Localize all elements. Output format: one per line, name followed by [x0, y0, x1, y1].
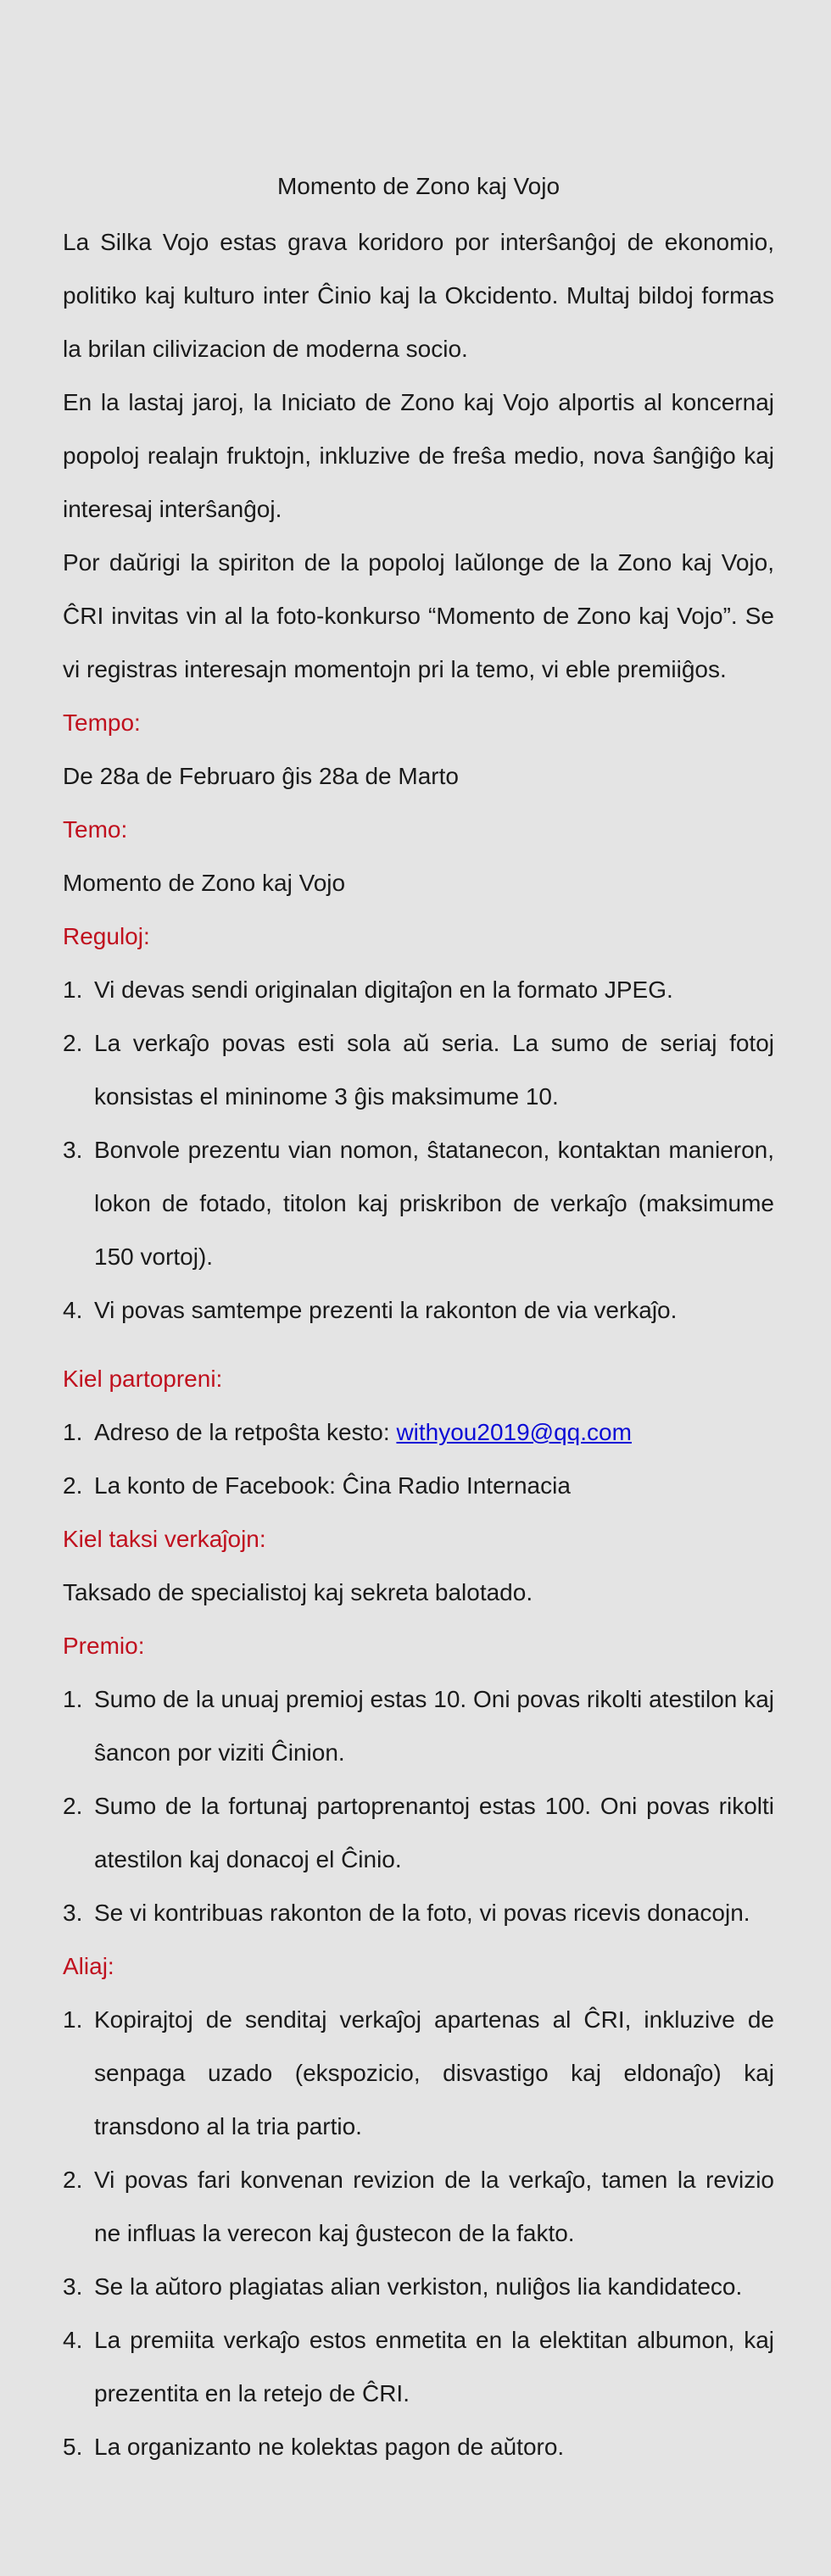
list-item	[63, 1672, 774, 1779]
list-item-number: 3.	[63, 2273, 83, 2300]
list-item-number: 1.	[63, 976, 83, 1003]
list-item-text: Kopirajtoj de senditaj verkaĵoj apartenas al ĈRI, inkluzive de senpaga uzado (ekspozicio, disvastigo kaj eldonaĵo) kaj transdono al la tria partio.	[94, 2006, 774, 2139]
list-item-text: La premiita verkaĵo estos enmetita en la elektitan albumon, kaj prezentita en la retejo de ĈRI.	[94, 2327, 774, 2406]
list-item	[63, 2260, 774, 2313]
list-item	[63, 963, 774, 1016]
aliaj-heading: Aliaj:	[63, 1953, 114, 1979]
list-item-text	[94, 1405, 774, 1459]
list-item-text: Sumo de la fortunaj partoprenantoj estas 100. Oni povas rikolti atestilon kaj donacoj el Ĉinio.	[94, 1793, 774, 1872]
list-item-number: 5.	[63, 2434, 83, 2460]
temo-heading: Temo:	[63, 816, 128, 843]
list-item-number: 3.	[63, 1137, 83, 1163]
list-item	[63, 2313, 774, 2420]
premio-list	[63, 1672, 774, 1939]
tempo-text: De 28a de Februaro ĝis 28a de Marto	[63, 763, 459, 789]
email-label: Adreso de la retpoŝta kesto:	[94, 1419, 397, 1445]
list-item-number: 3.	[63, 1900, 83, 1926]
taksi-text: Taksado de specialistoj kaj sekreta balotado.	[63, 1579, 533, 1605]
list-item-number: 1.	[63, 2006, 83, 2033]
list-item	[63, 1016, 774, 1123]
list-item	[63, 1459, 774, 1512]
reguloj-heading: Reguloj:	[63, 923, 150, 949]
list-item	[63, 1283, 774, 1337]
list-item-text: Vi povas samtempe prezenti la rakonton de via verkaĵo.	[94, 1297, 678, 1323]
list-item-number: 2.	[63, 1472, 83, 1499]
intro-paragraph-1: La Silka Vojo estas grava koridoro por interŝanĝoj de ekonomio, politiko kaj kulturo inter Ĉinio kaj la Okcidento. Multaj bildoj formas la brilan cilivizacion de moderna socio.	[63, 229, 774, 362]
page-title: Momento de Zono kaj Vojo	[276, 173, 561, 199]
partopreni-list	[63, 1405, 774, 1512]
tempo-heading: Tempo:	[63, 709, 141, 736]
intro-paragraph-3: Por daŭrigi la spiriton de la popoloj laŭlonge de la Zono kaj Vojo, ĈRI invitas vin al la foto-konkurso “Momento de Zono kaj Vojo”. Se vi registras interesajn momentojn pri la temo, vi eble premiiĝos.	[63, 549, 774, 682]
list-item	[63, 1779, 774, 1886]
list-item	[63, 1405, 774, 1459]
taksi-heading: Kiel taksi verkaĵojn:	[63, 1526, 266, 1552]
list-item-text: Sumo de la unuaj premioj estas 10. Oni povas rikolti atestilon kaj ŝancon por viziti Ĉinion.	[94, 1686, 774, 1766]
list-item-text: La organizanto ne kolektas pagon de aŭtoro.	[94, 2434, 565, 2460]
list-item	[63, 1993, 774, 2153]
intro-paragraph-2: En la lastaj jaroj, la Iniciato de Zono kaj Vojo alportis al koncernaj popoloj realajn fruktojn, inkluzive de freŝa medio, nova ŝanĝiĝo kaj interesaj interŝanĝoj.	[63, 389, 774, 522]
email-link[interactable]: withyou2019@qq.com	[396, 1419, 632, 1445]
list-item-number: 4.	[63, 2327, 83, 2353]
list-item-number: 2.	[63, 1030, 83, 1056]
aliaj-list	[63, 1993, 774, 2473]
list-item-text: Bonvole prezentu vian nomon, ŝtatanecon, kontaktan manieron, lokon de fotado, titolon kaj priskribon de verkaĵo (maksimume 150 vortoj).	[94, 1137, 774, 1270]
premio-heading: Premio:	[63, 1633, 145, 1659]
list-item-number: 2.	[63, 2167, 83, 2193]
list-item-number: 1.	[63, 1686, 83, 1712]
reguloj-list	[63, 963, 774, 1337]
partopreni-heading: Kiel partopreni:	[63, 1366, 223, 1392]
list-item-text: Vi povas fari konvenan revizion de la verkaĵo, tamen la revizio ne influas la verecon kaj ĝustecon de la fakto.	[94, 2167, 774, 2246]
temo-text: Momento de Zono kaj Vojo	[63, 870, 346, 896]
list-item-text: La verkaĵo povas esti sola aŭ seria. La sumo de seriaj fotoj konsistas el mininome 3 ĝis maksimume 10.	[94, 1030, 774, 1110]
list-item	[63, 2153, 774, 2260]
list-item-text: La konto de Facebook: Ĉina Radio Internacia	[94, 1472, 571, 1499]
list-item-number: 1.	[63, 1419, 83, 1445]
list-item	[63, 1123, 774, 1283]
list-item-text: Se la aŭtoro plagiatas alian verkiston, nuliĝos lia kandidateco.	[94, 2273, 743, 2300]
list-item	[63, 2420, 774, 2473]
list-item-text: Vi devas sendi originalan digitaĵon en la formato JPEG.	[94, 976, 673, 1003]
list-item-number: 4.	[63, 1297, 83, 1323]
list-item-text: Se vi kontribuas rakonton de la foto, vi povas ricevis donacojn.	[94, 1900, 750, 1926]
list-item-number: 2.	[63, 1793, 83, 1819]
list-item	[63, 1886, 774, 1939]
